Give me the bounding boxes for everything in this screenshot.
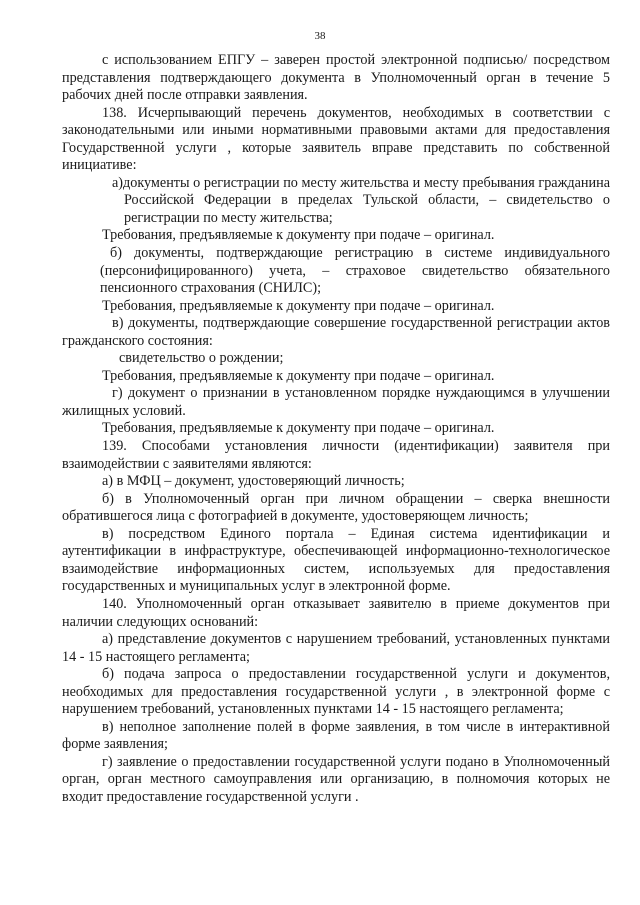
item-140-a: а) представление документов с нарушением требований, установленных пунктами 14 - 15 настоящего регламента; — [62, 631, 610, 665]
paragraph-139: 139. Способами установления личности (идентификации) заявителя при взаимодействии с заявителями являются: — [62, 438, 610, 472]
item-138-v: в) документы, подтверждающие совершение государственной регистрации актов гражданского состояния: — [62, 315, 610, 349]
item-139-b: б) в Уполномоченный орган при личном обращении – сверка внешности обратившегося лица с фотографией в документе, удостоверяющем личность; — [62, 490, 610, 525]
item-138-a: а)документы о регистрации по месту жительства и месту пребывания гражданина Российской Федерации в пределах Тульской области, – свидетельство о регистрации по месту жительства; — [112, 174, 610, 226]
item-140-g: г) заявление о предоставлении государственной услуги подано в Уполномоченный орган, орган местного самоуправления или организацию, в полномочия которых не входит предоставление государственной услуги . — [62, 753, 610, 805]
paragraph-138: 138. Исчерпывающий перечень документов, необходимых в соответствии с законодательными или иными нормативными правовыми актами для предоставления Государственной услуги , которые заявитель вправе представить по собственной инициативе: — [62, 104, 610, 174]
page-number: 38 — [314, 30, 326, 42]
requirement-138-g: Требования, предъявляемые к документу при подаче – оригинал. — [102, 420, 495, 437]
document-body — [62, 52, 610, 807]
item-138-v-certificate: свидетельство о рождении; — [119, 350, 284, 367]
item-139-a: а) в МФЦ – документ, удостоверяющий личность; — [102, 473, 405, 490]
requirement-138-a: Требования, предъявляемые к документу при подаче – оригинал. — [102, 227, 495, 244]
requirement-138-v: Требования, предъявляемые к документу при подаче – оригинал. — [102, 367, 495, 384]
item-138-b: б) документы, подтверждающие регистрацию в системе индивидуального (персонифицированного) учета, – страховое свидетельство обязательного пенсионного страхования (СНИЛС); — [100, 245, 610, 297]
item-140-v: в) неполное заполнение полей в форме заявления, в том числе в интерактивной форме заявления; — [62, 718, 610, 753]
item-138-g: г) документ о признании в установленном порядке нуждающимся в улучшении жилищных условий. — [62, 385, 610, 419]
paragraph-140: 140. Уполномоченный орган отказывает заявителю в приеме документов при наличии следующих оснований: — [62, 595, 610, 630]
paragraph-continuation: с использованием ЕПГУ – заверен простой электронной подписью/ посредством представления подтверждающего документа в Уполномоченный орган в течение 5 рабочих дней после отправки заявления. — [62, 52, 610, 104]
item-140-b: б) подача запроса о предоставлении государственной услуги и документов, необходимых для предоставления государственной услуги , в электронной форме с нарушением требований, установленных пунктами 14 - 15 настоящего регламента; — [62, 666, 610, 718]
requirement-138-b: Требования, предъявляемые к документу при подаче – оригинал. — [102, 297, 495, 314]
item-139-v: в) посредством Единого портала – Единая система идентификации и аутентификации в инфраструктуре, обеспечивающей информационно-технологическое взаимодействие информационных систем, используемых для предоставления государственных и муниципальных услуг в электронной форме. — [62, 525, 610, 595]
